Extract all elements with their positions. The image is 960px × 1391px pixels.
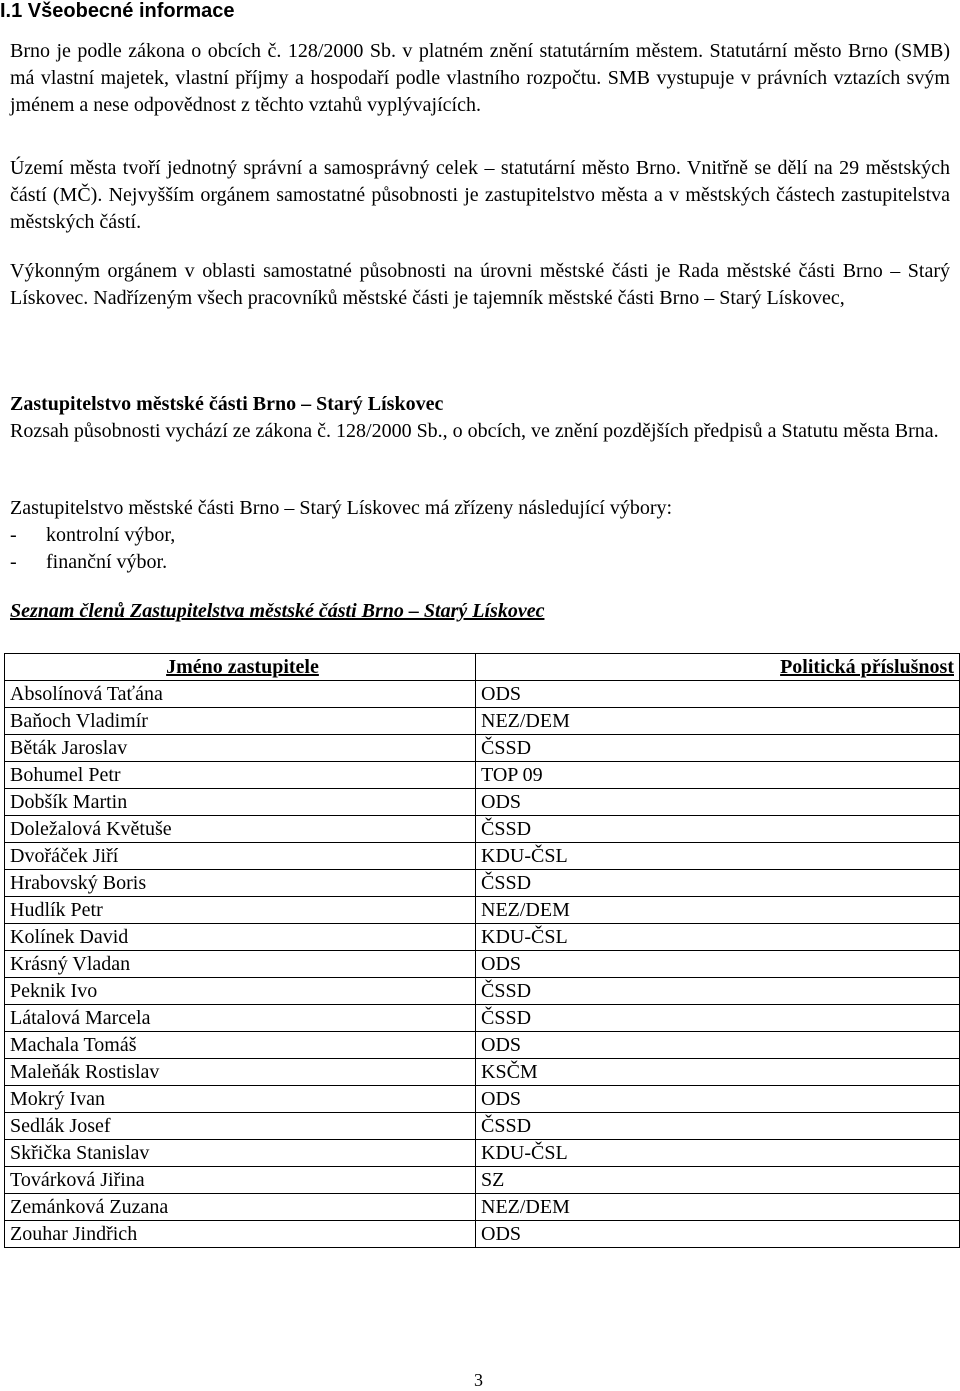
- member-name: Machala Tomáš: [5, 1032, 476, 1059]
- member-name: Maleňák Rostislav: [5, 1059, 476, 1086]
- member-party: TOP 09: [476, 762, 960, 789]
- table-header-row: [5, 654, 960, 681]
- table-row: [5, 924, 960, 951]
- table-row: [5, 870, 960, 897]
- member-name: Kolínek David: [5, 924, 476, 951]
- member-name: Doležalová Květuše: [5, 816, 476, 843]
- member-party: ČSSD: [476, 1005, 960, 1032]
- table-row: [5, 1221, 960, 1248]
- member-name: Mokrý Ivan: [5, 1086, 476, 1113]
- member-name: Dvořáček Jiří: [5, 843, 476, 870]
- member-party: ČSSD: [476, 978, 960, 1005]
- member-party: ČSSD: [476, 735, 960, 762]
- member-name: Zemánková Zuzana: [5, 1194, 476, 1221]
- member-party: ODS: [476, 1086, 960, 1113]
- table-row: [5, 735, 960, 762]
- paragraph-committees: Zastupitelstvo městské části Brno – Starý Lískovec má zřízeny následující výbory:: [10, 497, 673, 519]
- member-name: Hudlík Petr: [5, 897, 476, 924]
- table-row: [5, 816, 960, 843]
- member-party: NEZ/DEM: [476, 897, 960, 924]
- member-name: Peknik Ivo: [5, 978, 476, 1005]
- table-row: [5, 1059, 960, 1086]
- member-name: Látalová Marcela: [5, 1005, 476, 1032]
- member-party: ODS: [476, 1221, 960, 1248]
- member-name: Továrková Jiřina: [5, 1167, 476, 1194]
- member-party: NEZ/DEM: [476, 708, 960, 735]
- members-table: [4, 653, 960, 1248]
- member-name: Skřička Stanislav: [5, 1140, 476, 1167]
- paragraph-territory: Území města tvoří jednotný správní a samosprávný celek – statutární město Brno. Vnitřně se dělí na 29 městských částí (MČ). Nejvyšším orgánem samostatné působnosti je zastupitelstvo města a v městských částech zastupitelstva městských částí.: [10, 157, 950, 233]
- table-row: [5, 1167, 960, 1194]
- table-row: [5, 897, 960, 924]
- member-party: ČSSD: [476, 870, 960, 897]
- header-name: Jméno zastupitele: [5, 654, 476, 681]
- member-party: KDU-ČSL: [476, 843, 960, 870]
- paragraph-assembly: [10, 391, 950, 445]
- member-name: Hrabovský Boris: [5, 870, 476, 897]
- member-name: Dobšík Martin: [5, 789, 476, 816]
- member-party: ČSSD: [476, 816, 960, 843]
- member-name: Běták Jaroslav: [5, 735, 476, 762]
- table-row: [5, 1140, 960, 1167]
- member-party: KSČM: [476, 1059, 960, 1086]
- member-party: SZ: [476, 1167, 960, 1194]
- section-heading: I.1 Všeobecné informace: [0, 0, 235, 22]
- member-party: ODS: [476, 789, 960, 816]
- table-row: [5, 978, 960, 1005]
- assembly-text: Rozsah působnosti vychází ze zákona č. 128/2000 Sb., o obcích, ve znění pozdějších předpisů a Statutu města Brna.: [10, 420, 939, 442]
- assembly-title: Zastupitelstvo městské části Brno – Starý Lískovec: [10, 393, 444, 415]
- table-row: [5, 762, 960, 789]
- member-party: ODS: [476, 681, 960, 708]
- table-row: [5, 708, 960, 735]
- table-row: [5, 1113, 960, 1140]
- members-list-title: Seznam členů Zastupitelstva městské části Brno – Starý Lískovec: [10, 600, 545, 622]
- member-name: Bohumel Petr: [5, 762, 476, 789]
- member-party: ČSSD: [476, 1113, 960, 1140]
- list-item: - finanční výbor.: [10, 551, 168, 573]
- table-row: [5, 1005, 960, 1032]
- member-party: KDU-ČSL: [476, 924, 960, 951]
- table-row: [5, 843, 960, 870]
- member-name: Krásný Vladan: [5, 951, 476, 978]
- table-row: [5, 681, 960, 708]
- member-party: NEZ/DEM: [476, 1194, 960, 1221]
- member-party: KDU-ČSL: [476, 1140, 960, 1167]
- member-name: Absolínová Taťána: [5, 681, 476, 708]
- member-party: ODS: [476, 1032, 960, 1059]
- committee-list: [10, 522, 175, 576]
- table-row: [5, 1032, 960, 1059]
- table-row: [5, 789, 960, 816]
- member-name: Baňoch Vladimír: [5, 708, 476, 735]
- table-row: [5, 1194, 960, 1221]
- list-item: - kontrolní výbor,: [10, 524, 176, 546]
- paragraph-brno-status: Brno je podle zákona o obcích č. 128/2000 Sb. v platném znění statutárním městem. Statutární město Brno (SMB) má vlastní majetek, vlastní příjmy a hospodaří podle vlastního rozpočtu. SMB vystupuje v právních vztazích svým jménem a nese odpovědnost z těchto vztahů vyplývajících.: [10, 40, 950, 116]
- header-party: Politická příslušnost: [476, 654, 960, 681]
- member-party: ODS: [476, 951, 960, 978]
- member-name: Sedlák Josef: [5, 1113, 476, 1140]
- table-row: [5, 951, 960, 978]
- table-row: [5, 1086, 960, 1113]
- member-name: Zouhar Jindřich: [5, 1221, 476, 1248]
- paragraph-executive: Výkonným orgánem v oblasti samostatné působnosti na úrovni městské části je Rada městské části Brno – Starý Lískovec. Nadřízeným všech pracovníků městské části je tajemník městské části Brno – Starý Lískovec,: [10, 260, 950, 309]
- page-number: 3: [474, 1370, 483, 1390]
